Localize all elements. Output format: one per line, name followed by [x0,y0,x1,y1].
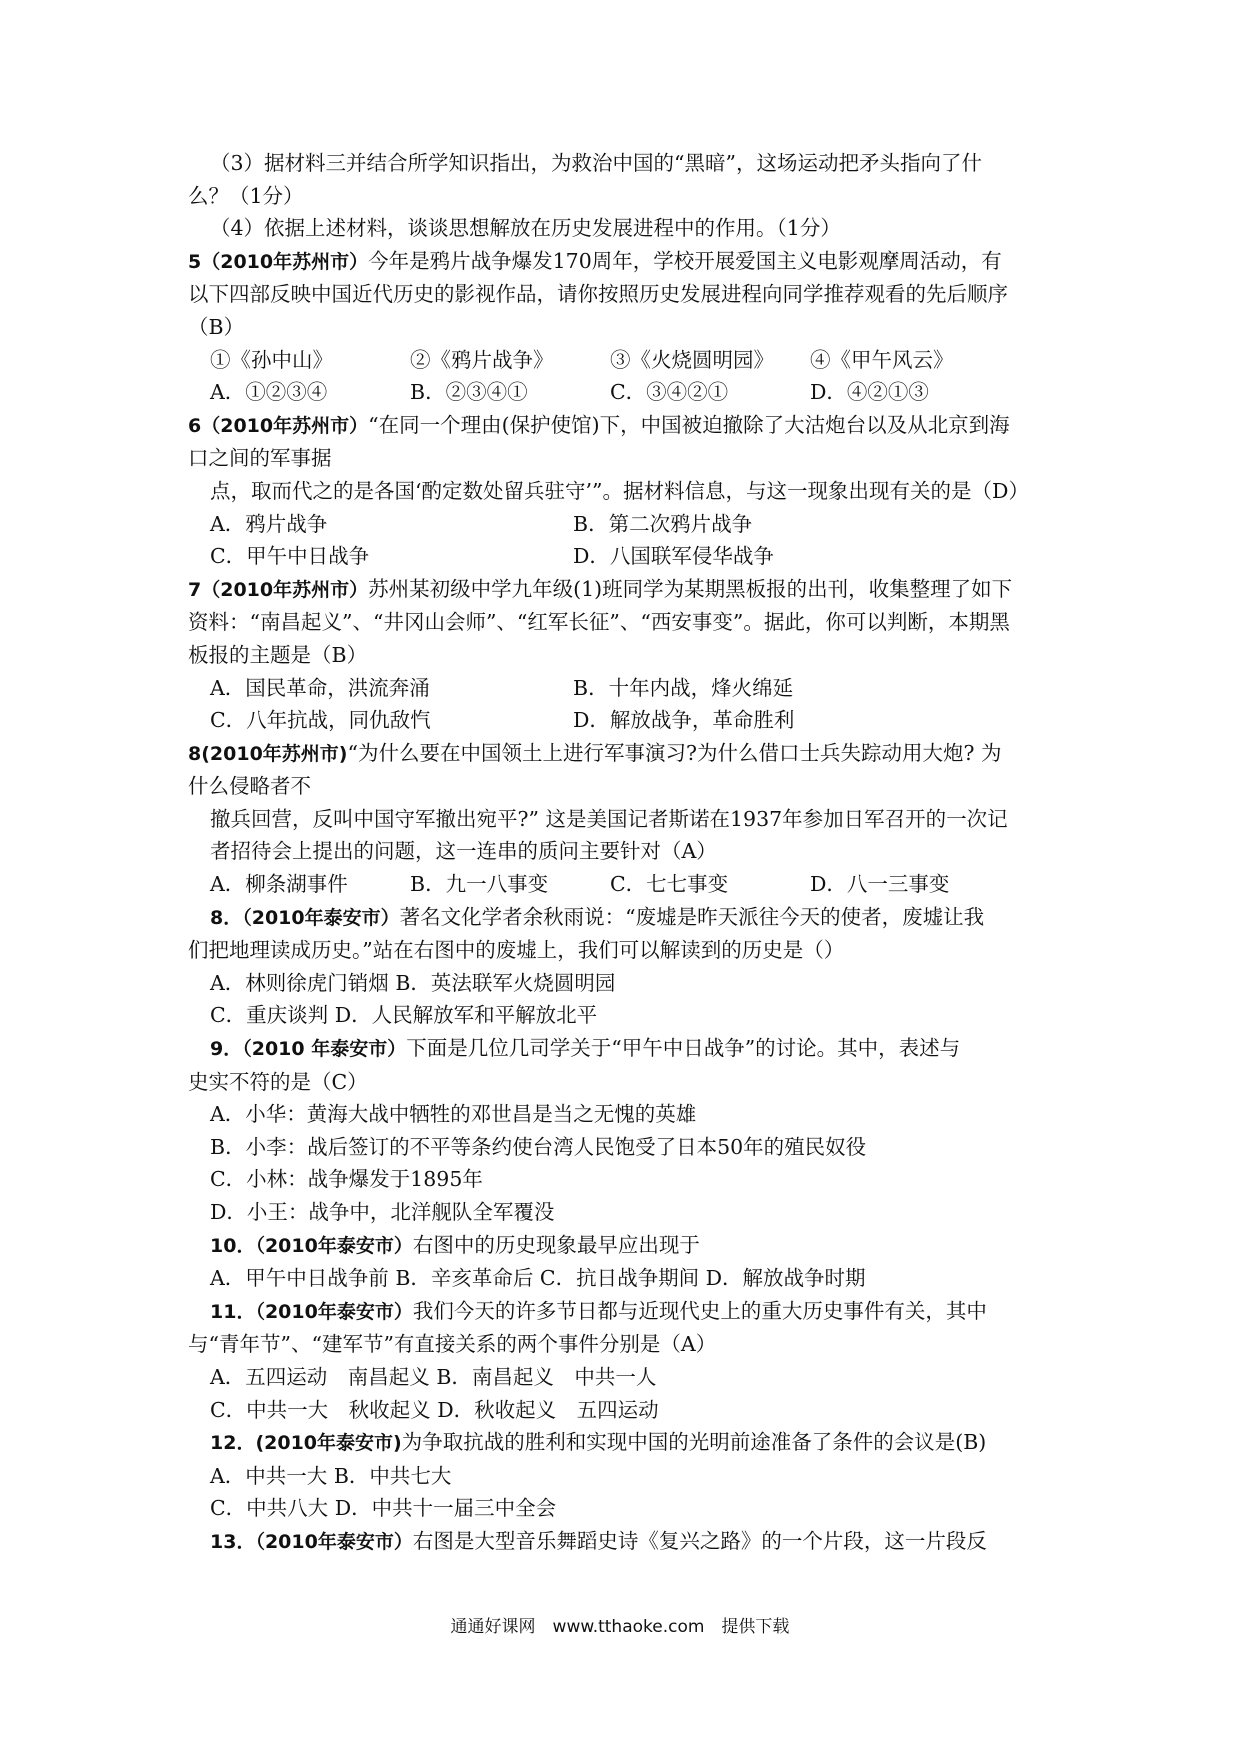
text-line [188,409,1058,443]
line-text: 右图是大型音乐舞蹈史诗《复兴之路》的一个片段，这一片段反 [412,1528,987,1553]
answer-option: B．②③④① [410,380,528,405]
text-line [188,1492,1058,1525]
answer-option: ④《甲午风云》 [810,347,954,372]
line-text: 下面是几位几司学关于“甲午中日战争”的讨论。其中，表述与 [406,1036,961,1061]
answer-option: D．八国联军侵华战争 [573,544,774,569]
line-text: 今年是鸦片战争爆发170周年，学校开展爱国主义电影观摩周活动，有 [368,248,1002,273]
text-line [188,1098,1058,1131]
line-text: 我们今天的许多节日都与近现代史上的重大历史事件有关，其中 [412,1298,987,1323]
answer-options-row [188,868,1058,901]
line-text: 以下四部反映中国近代历史的影视作品，请你按照历史发展进程向同学推荐观看的先后顺序 [188,282,1008,307]
line-text: C．重庆谈判 D．人民解放军和平解放北平 [210,1003,598,1028]
line-text: （4）依据上述材料，谈谈思想解放在历史发展进程中的作用。（1分） [210,216,841,241]
text-line [188,278,1058,311]
text-line [188,934,1058,967]
text-line [188,573,1058,607]
answer-options-row [188,704,1058,737]
line-text: 苏州某初级中学九年级(1)班同学为某期黑板报的出刊，收集整理了如下 [368,576,1013,601]
text-line [188,1196,1058,1229]
line-text: C．中共一大 秋收起义 D．秋收起义 五四运动 [210,1397,659,1422]
answer-option: D．④②①③ [810,380,929,405]
question-source-label: 5（2010年苏州市） [188,250,369,273]
text-line [188,1525,1058,1559]
answer-options-row [188,540,1058,573]
text-line [188,442,1058,475]
question-source-label: 10．（2010年泰安市） [210,1234,413,1257]
line-text: 点，取而代之的是各国‘酌定数处留兵驻守’”。据材料信息，与这一现象出现有关的是（D） [210,478,1029,503]
line-text: 资料：“南昌起义”、“井冈山会师”、“红军长征”、“西安事变”。据此，你可以判断，本期黑 [188,610,1010,635]
question-source-label: 7（2010年苏州市） [188,578,369,601]
answer-options-row [188,672,1058,705]
question-source-label: 6（2010年苏州市） [188,414,369,437]
document-body [188,147,1058,1559]
line-text: 板报的主题是（B） [188,642,368,667]
text-line [188,1460,1058,1493]
answer-option: D．八一三事变 [810,872,950,897]
text-line [188,1295,1058,1329]
text-line [188,311,1058,344]
text-line [188,1361,1058,1394]
text-line [188,1032,1058,1066]
line-text: （3）据材料三并结合所学知识指出，为救治中国的“黑暗”，这场运动把矛头指向了什 [210,151,983,175]
text-line [188,180,1058,213]
text-line [188,770,1058,803]
text-line [188,1163,1058,1196]
line-text: 们把地理读成历史。”站在右图中的废墟上，我们可以解读到的历史是（） [188,938,845,963]
line-text: 与“青年节”、“建军节”有直接关系的两个事件分别是（A） [188,1332,717,1357]
line-text: 为争取抗战的胜利和实现中国的光明前途准备了条件的会议是(B) [401,1430,987,1455]
line-text: A．甲午中日战争前 B．辛亥革命后 C．抗日战争期间 D．解放战争时期 [210,1266,866,1291]
line-text: “在同一个理由(保护使馆)下，中国被迫撤除了大沽炮台以及从北京到海 [368,412,1010,437]
text-line [188,1328,1058,1361]
answer-option: A．国民革命，洪流奔涌 [210,675,430,700]
line-text: （B） [188,314,245,339]
text-line [188,737,1058,771]
line-text: C．中共八大 D．中共十一届三中全会 [210,1496,557,1521]
answer-options-row [188,508,1058,541]
text-line [188,1262,1058,1295]
answer-option: A．①②③④ [210,380,328,405]
line-text: 口之间的军事据 [188,446,332,471]
line-text: 者招待会上提出的问题，这一连串的质问主要针对（A） [210,839,717,864]
text-line [188,1426,1058,1460]
line-text: A．林则徐虎门销烟 B．英法联军火烧圆明园 [210,970,616,995]
text-line [188,1131,1058,1164]
line-text: 右图中的历史现象最早应出现于 [412,1232,700,1257]
line-text: 史实不符的是（C） [188,1069,368,1094]
text-line [188,1229,1058,1263]
line-text: A．中共一大 B．中共七大 [210,1463,452,1488]
answer-option: ②《鸦片战争》 [410,347,554,372]
question-source-label: 12．(2010年泰安市) [210,1432,402,1455]
text-line [188,212,1058,245]
answer-option: D．解放战争，革命胜利 [573,708,795,733]
page-footer: 通通好课网 www.tthaoke.com 提供下载 [450,1617,790,1637]
answer-option: C．八年抗战，同仇敌忾 [210,708,431,733]
line-text: 著名文化学者余秋雨说：“废墟是昨天派往今天的使者，废墟让我 [399,904,985,929]
text-line [188,1394,1058,1427]
answer-options-row [188,344,1058,377]
answer-option: C．③④②① [610,380,729,405]
question-source-label: 8(2010年苏州市) [188,742,348,765]
line-text: C．小林：战争爆发于1895年 [210,1167,483,1192]
text-line [188,999,1058,1032]
answer-option: A．鸦片战争 [210,511,328,536]
line-text: A．小华：黄海大战中牺牲的邓世昌是当之无愧的英雄 [210,1102,697,1127]
text-line [188,901,1058,935]
text-line [188,835,1058,868]
answer-option: B．第二次鸦片战争 [573,511,753,536]
question-source-label: 8．（2010年泰安市） [210,906,400,929]
text-line [188,245,1058,279]
text-line [188,475,1058,508]
line-text: D．小王：战争中，北洋舰队全军覆没 [210,1200,555,1224]
answer-option: C．七七事变 [610,872,729,897]
question-source-label: 13．（2010年泰安市） [210,1530,413,1553]
line-text: B．小李：战后签订的不平等条约使台湾人民饱受了日本50年的殖民奴役 [210,1134,867,1159]
text-line [188,639,1058,672]
answer-option: A．柳条湖事件 [210,872,348,897]
line-text: 什么侵略者不 [188,774,311,799]
line-text: 撤兵回营，反叫中国守军撤出宛平?” 这是美国记者斯诺在1937年参加日军召开的一次记 [210,806,1008,831]
answer-option: B．九一八事变 [410,872,549,897]
answer-option: ①《孙中山》 [210,347,333,372]
question-source-label: 9．（2010 年泰安市） [210,1038,407,1061]
answer-option: B．十年内战，烽火绵延 [573,675,794,700]
answer-option: C．甲午中日战争 [210,544,370,569]
text-line [188,147,1058,180]
text-line [188,1066,1058,1099]
text-line [188,606,1058,639]
question-source-label: 11．（2010年泰安市） [210,1300,413,1323]
answer-options-row [188,376,1058,409]
line-text: 么？（1分） [188,183,304,208]
answer-option: ③《火烧圆明园》 [610,347,774,372]
text-line [188,803,1058,836]
line-text: “为什么要在中国领土上进行军事演习?为什么借口士兵失踪动用大炮? 为 [347,740,1002,765]
line-text: A．五四运动 南昌起义 B．南昌起义 中共一人 [210,1364,657,1389]
text-line [188,967,1058,1000]
